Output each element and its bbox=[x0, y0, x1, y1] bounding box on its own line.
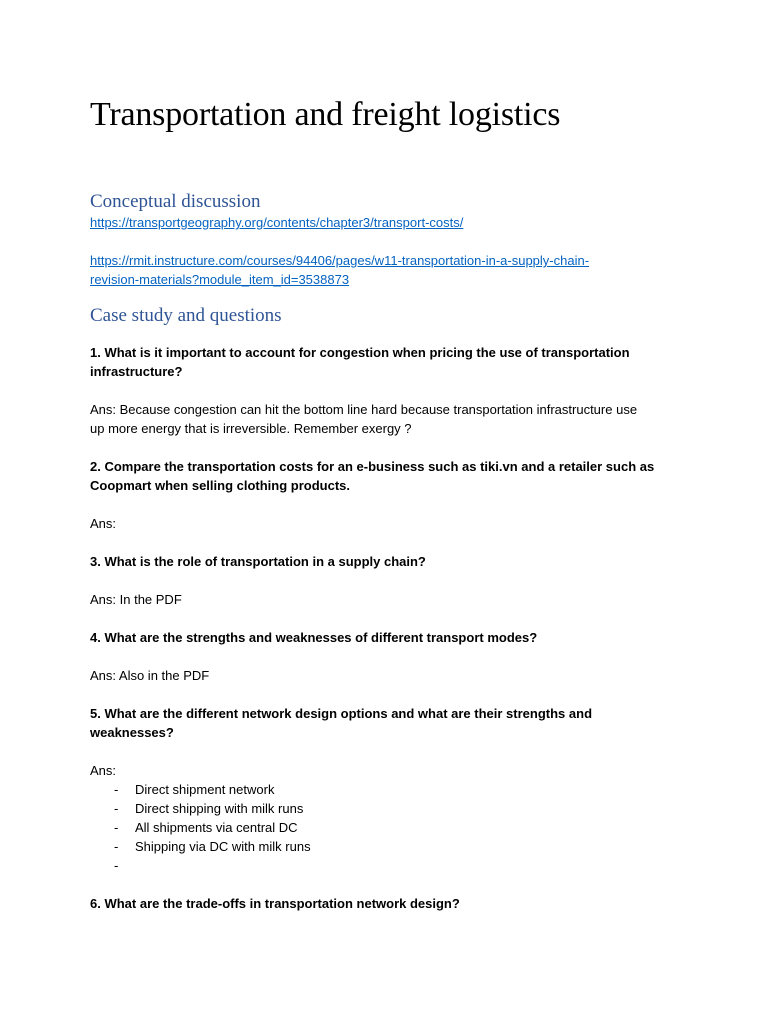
bullet-dash: - bbox=[114, 858, 119, 873]
question-4: 4. What are the strengths and weaknesses of different transport modes? bbox=[90, 630, 538, 645]
bullet-dash: - bbox=[114, 820, 119, 835]
list-item bbox=[90, 780, 680, 799]
list-item-text: Shipping via DC with milk runs bbox=[135, 839, 311, 854]
link-rmit-line1: https://rmit.instructure.com/courses/94406/pages/w11-transportation-in-a-supply-chain- bbox=[90, 253, 590, 268]
list-item bbox=[90, 856, 680, 875]
list-item-text: Direct shipping with milk runs bbox=[135, 801, 304, 816]
answer-4: Ans: Also in the PDF bbox=[90, 668, 210, 683]
question-5 bbox=[90, 704, 680, 742]
bullet-dash: - bbox=[114, 782, 119, 797]
question-5-line1: 5. What are the different network design options and what are their strengths and bbox=[90, 706, 593, 721]
question-1 bbox=[90, 343, 680, 381]
document-title: Transportation and freight logistics bbox=[90, 96, 561, 133]
question-2-line2: Coopmart when selling clothing products. bbox=[90, 478, 351, 493]
answer-1-line2: up more energy that is irreversible. Remember exergy ? bbox=[90, 421, 412, 436]
list-item bbox=[90, 799, 680, 818]
answer-5: Ans: bbox=[90, 763, 117, 778]
heading-case-study: Case study and questions bbox=[90, 305, 282, 326]
question-2 bbox=[90, 457, 680, 495]
list-item-text: All shipments via central DC bbox=[135, 820, 298, 835]
list-item bbox=[90, 818, 680, 837]
link-rmit-revision-materials[interactable] bbox=[90, 251, 680, 289]
question-2-line1: 2. Compare the transportation costs for an e-business such as tiki.vn and a retailer such as bbox=[90, 459, 655, 474]
list-item-text: Direct shipment network bbox=[135, 782, 275, 797]
answer-2: Ans: bbox=[90, 516, 117, 531]
heading-conceptual-discussion: Conceptual discussion bbox=[90, 191, 261, 212]
question-3: 3. What is the role of transportation in a supply chain? bbox=[90, 554, 426, 569]
question-6: 6. What are the trade-offs in transportation network design? bbox=[90, 896, 460, 911]
list-item bbox=[90, 837, 680, 856]
link-rmit-line2: revision-materials?module_item_id=3538873 bbox=[90, 272, 350, 287]
question-1-line2: infrastructure? bbox=[90, 364, 183, 379]
question-5-line2: weaknesses? bbox=[90, 725, 174, 740]
bullet-dash: - bbox=[114, 801, 119, 816]
question-1-line1: 1. What is it important to account for congestion when pricing the use of transportation bbox=[90, 345, 630, 360]
document-body bbox=[90, 95, 680, 913]
answer-1 bbox=[90, 400, 680, 438]
network-design-options-list bbox=[90, 780, 680, 875]
bullet-dash: - bbox=[114, 839, 119, 854]
link-transport-costs[interactable]: https://transportgeography.org/contents/chapter3/transport-costs/ bbox=[90, 215, 464, 230]
answer-1-line1: Ans: Because congestion can hit the bottom line hard because transportation infrastructure use bbox=[90, 402, 638, 417]
answer-3: Ans: In the PDF bbox=[90, 592, 182, 607]
